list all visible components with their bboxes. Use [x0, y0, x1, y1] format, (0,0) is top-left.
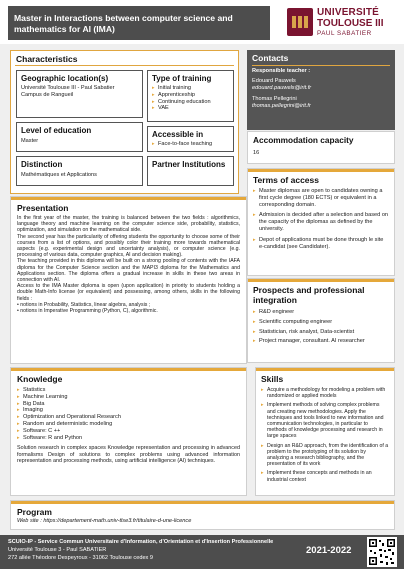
skills-item: ▸ Acquire a methodology for modeling a problem with randomized or applied models: [261, 387, 389, 399]
contacts-title: Contacts: [252, 53, 289, 63]
logo-line3: PAUL SABATIER: [317, 30, 372, 37]
contact-name: Thomas Pellegrini: [252, 96, 297, 103]
prospects-item: ▸ Scientific computing engineer: [253, 319, 389, 326]
program-title: Program: [17, 507, 52, 517]
footer-line1: SCUIO-IP - Service Commun Universitaire d'Information, d'Orientation et d'Insertion Professionnelle: [8, 539, 274, 545]
distinction-box: [16, 156, 143, 186]
logo-line2: TOULOUSE III: [317, 18, 384, 29]
knowledge-section: [10, 367, 247, 496]
header: [0, 0, 404, 44]
footer-year: 2021-2022: [306, 545, 352, 556]
contacts-subtitle: Responsible teacher :: [252, 68, 311, 74]
training-item: ▸ Continuing education: [152, 99, 229, 106]
terms-section: [247, 168, 395, 276]
knowledge-item: ▸ Imaging: [17, 407, 240, 414]
training-title: Type of training: [152, 74, 212, 83]
capacity-value: 16: [253, 150, 260, 156]
university-logo: [285, 4, 399, 40]
knowledge-item: ▸ Big Data: [17, 401, 240, 408]
characteristics-section: [10, 50, 239, 194]
characteristics-title: Characteristics: [16, 54, 78, 64]
partners-box: [147, 156, 234, 186]
access-title: Accessible in: [152, 130, 204, 139]
program-website-link[interactable]: Web site : https://departement-math.univ-tlse3.fr/titulaire-d-une-licence: [17, 518, 192, 524]
knowledge-item: ▸ Software: R and Python: [17, 435, 240, 442]
page-title: Master in Interactions between computer science and mathematics for AI (IMA): [8, 6, 270, 40]
level-title: Level of education: [21, 126, 92, 135]
knowledge-item: ▸ Machine Learning: [17, 394, 240, 401]
terms-item: ▸ Master diplomas are open to candidates owning a first cycle degree (180 ECTS) or equivalent in a corresponding domain.: [253, 188, 389, 208]
qr-code-icon: [367, 537, 397, 567]
prospects-item: ▸ R&D engineer: [253, 309, 389, 316]
capacity-section: [247, 131, 395, 164]
presentation-section: [10, 196, 247, 364]
prospects-item: ▸ Statistician, risk analyst, Data-scientist: [253, 329, 389, 336]
skills-item: ▸ Design an R&D approach, from the identification of a problem to the prototyping of its solution by analyzing a research bibliography, and the presentation of its work: [261, 443, 389, 468]
footer: [0, 535, 404, 569]
skills-title: Skills: [261, 374, 284, 384]
terms-item: ▸ Depot of applications must be done through le site e-candidat (see Candidater).: [253, 237, 389, 251]
knowledge-item: ▸ Random and deterministic modeling: [17, 421, 240, 428]
terms-title: Terms of access: [253, 175, 319, 185]
capacity-title: Accommodation capacity: [253, 135, 354, 145]
access-box: [147, 126, 234, 152]
skills-item: ▸ Implement methods of solving complex problems and creating new methodologies. Apply the techniques and tools linked to new information and communication technologies, in particular to methods of knowledge processing and research in large spaces: [261, 402, 389, 439]
distinction-title: Distinction: [21, 160, 63, 169]
prospects-item: ▸ Project manager, consultant. AI researcher: [253, 338, 389, 345]
training-box: [147, 70, 234, 122]
access-item: ▸ Face-to-face teaching: [152, 141, 229, 148]
prospects-title: Prospects and professional integration: [253, 285, 365, 305]
contact-email-link[interactable]: edouard.pauwels@irit.fr: [252, 84, 312, 91]
logo-line1: UNIVERSITÉ: [317, 7, 380, 18]
skills-section: [255, 367, 395, 496]
logo-mark-icon: [287, 8, 313, 36]
program-section: [10, 500, 395, 530]
partners-title: Partner Institutions: [152, 160, 226, 169]
presentation-title: Presentation: [17, 203, 69, 213]
training-item: ▸ VAE: [152, 105, 229, 112]
footer-line2: Université Toulouse 3 - Paul SABATIER: [8, 547, 107, 553]
prospects-section: [247, 278, 395, 363]
geo-title: Geographic location(s): [21, 74, 109, 83]
contact-name: Edouard Pauwels: [252, 77, 296, 84]
geo-value: Université Toulouse III - Paul Sabatier Campus de Rangueil: [21, 85, 115, 98]
terms-item: ▸ Admission is decided after a selection and based on the capacity of the diplomas as defined by the university.: [253, 212, 389, 232]
knowledge-item: ▸ Software: C ++: [17, 428, 240, 435]
level-box: [16, 122, 143, 152]
geo-box: [16, 70, 143, 118]
training-item: ▸ Apprenticeship: [152, 92, 229, 99]
knowledge-title: Knowledge: [17, 374, 63, 384]
presentation-text: In the first year of the master, the training is balanced between the two fields : algorithmics, language theory and machine learning on the computer science side, probability, statistics, optimization, and simulation on the mathematical side. The second year has the particularity of offering students the opportunity to choose some of their courses from a list of options, and possibly color their training more towards mathematical aspects (e.g. experimental design and uncertainty analysis), or computer science (e.g. processing of various data, computer graphics, AI and decision making). The teaching provided in this diploma will be built on a strong pooling of contents with the IAFA diploma for the Computer Science section and the MAPI3 diploma for the Mathematics and Applications section. The diploma offers a gradual increase in skills in these two areas in connection with AI. Access to the IMA Master diploma is open (upon application) in priority to students holding a double Math-Info license (or equivalent) and possessing, among others, skills in the following fields : • notions in Probability, Statistics, linear algebra, analysis ; • notions in Imperative Programming (Python, C), algorithmic.: [17, 215, 240, 315]
knowledge-text: Solution research in complex spaces Knowledge representation and processing in advanced formalisms Design of solutions to complex problems using advanced information representation and processing methods, using artificial intelligence (AI) techniques.: [17, 445, 240, 465]
training-item: ▸ Initial training: [152, 85, 229, 92]
footer-line3: 272 allée Théodore Despeyroux - 31062 Toulouse cedex 9: [8, 555, 154, 561]
knowledge-item: ▸ Statistics: [17, 387, 240, 394]
skills-item: ▸ Implement these concepts and methods in an industrial context: [261, 470, 389, 482]
contacts-section: [247, 50, 395, 130]
distinction-value: Mathématiques et Applications: [21, 172, 97, 178]
contact-email-link[interactable]: thomas.pellegrini@irit.fr: [252, 103, 311, 110]
level-value: Master: [21, 138, 39, 144]
knowledge-item: ▸ Optimization and Operational Research: [17, 414, 240, 421]
